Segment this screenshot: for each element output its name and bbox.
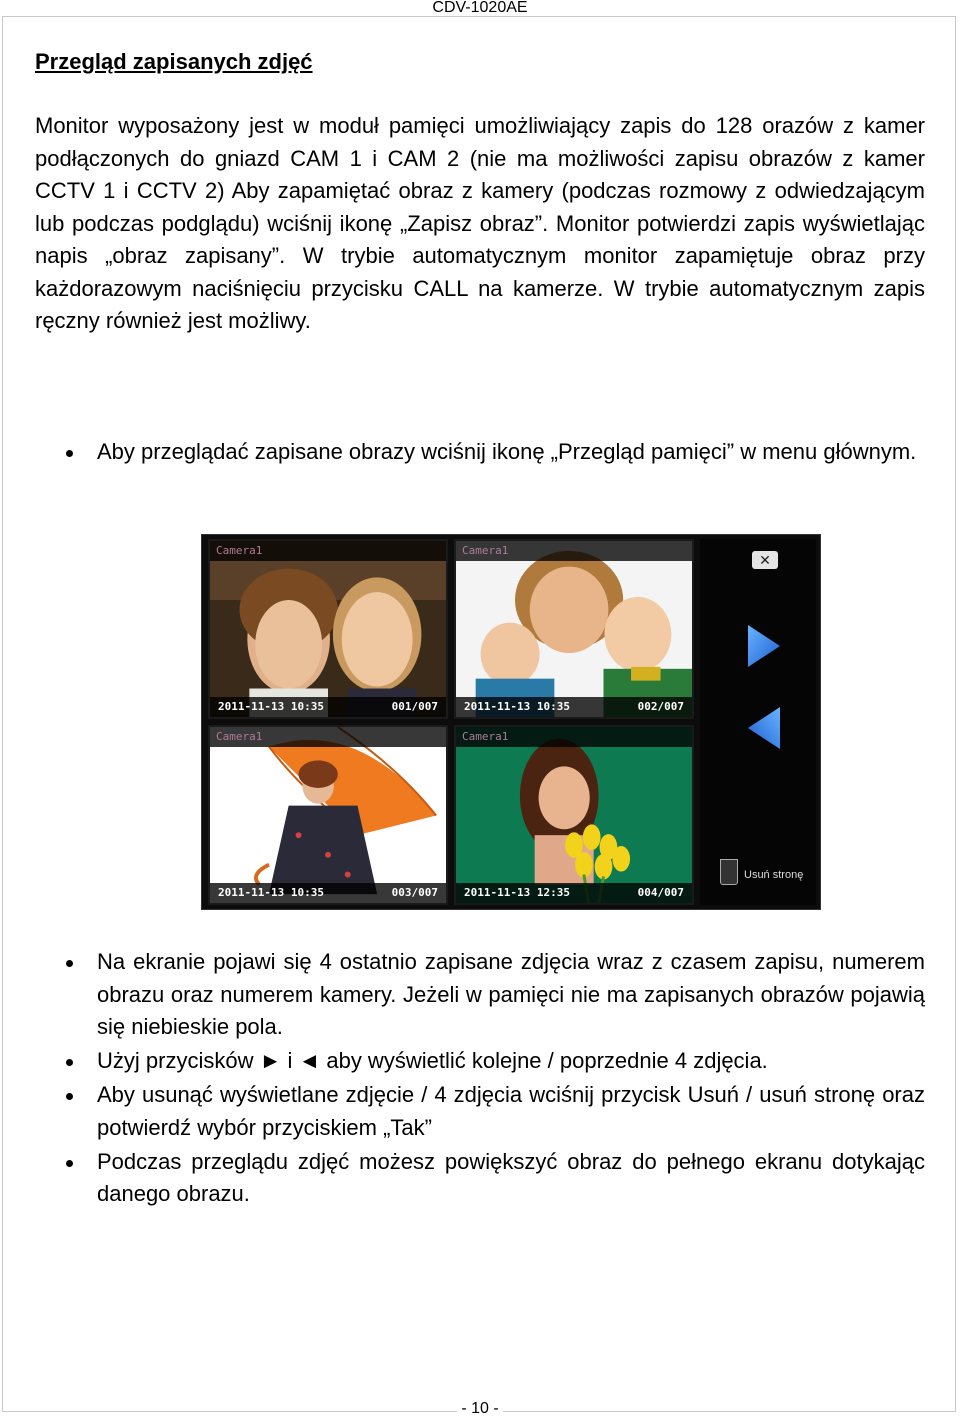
photo-mother-and-children: [456, 541, 692, 718]
bullet-list-bottom: [0, 946, 960, 1212]
delete-page-button[interactable]: Usuń stronę: [744, 869, 804, 881]
intro-paragraph: Monitor wyposażony jest w moduł pamięci umożliwiający zapis do 128 orazów z kamer podłączonych do gniazd CAM 1 i CAM 2 (nie ma możliwości zapisu obrazów z kamer CCTV 1 i CCTV 2) Aby zapamiętać obraz z kamery (podczas rozmowy z odwiedzającym lub podczas podglądu) wciśnij ikonę „Zapisz obraz”. Monitor potwierdzi zapis wyświetlając napis „obraz zapisany”. W trybie automatycznym monitor zapamiętuje obraz przy każdorazowym naciśnięciu przycisku CALL na kamerze. W trybie automatycznym zapis ręczny również jest możliwy.: [35, 113, 925, 333]
page-title: Przegląd zapisanych zdjęć: [35, 49, 313, 74]
list-item: Aby usunąć wyświetlane zdjęcie / 4 zdjęcia wciśnij przycisk Usuń / usuń stronę oraz potwierdź wybór przyciskiem „Tak”: [0, 1079, 960, 1144]
next-arrow-icon[interactable]: [746, 623, 782, 669]
thumbnail-timestamp: 2011-11-13 10:35: [464, 700, 570, 713]
thumbnail-index: 002/007: [637, 700, 684, 713]
thumbnail-camera-label: Camera1: [456, 727, 692, 747]
close-button[interactable]: ✕: [752, 551, 778, 569]
thumbnail-camera-label: Camera1: [210, 541, 446, 561]
thumbnail-index: 004/007: [637, 886, 684, 899]
bullet-icon: [66, 1160, 73, 1167]
monitor-screenshot: [201, 534, 821, 910]
thumbnail-timestamp: 2011-11-13 10:35: [218, 700, 324, 713]
thumbnail-timestamp: 2011-11-13 10:35: [218, 886, 324, 899]
screen-sidebar: [700, 539, 816, 905]
thumbnail-timestamp: 2011-11-13 12:35: [464, 886, 570, 899]
list-item: Podczas przeglądu zdjęć możesz powiększyć obraz do pełnego ekranu dotykając danego obrazu.: [0, 1146, 960, 1211]
trash-icon[interactable]: [720, 859, 738, 885]
photo-two-women: [210, 541, 446, 718]
photo-woman-umbrella: [210, 727, 446, 904]
bullet-icon: [66, 1059, 73, 1066]
photo-woman-tulips: [456, 727, 692, 904]
thumbnail-index: 001/007: [391, 700, 438, 713]
thumbnail-2[interactable]: [454, 539, 694, 719]
bullet-icon: [66, 960, 73, 967]
thumbnail-camera-label: Camera1: [456, 541, 692, 561]
thumbnail-4[interactable]: [454, 725, 694, 905]
bullet-icon: [66, 450, 73, 457]
previous-arrow-icon[interactable]: [746, 705, 782, 751]
list-item: Aby przeglądać zapisane obrazy wciśnij ikonę „Przegląd pamięci” w menu głównym.: [0, 436, 960, 469]
thumbnail-index: 003/007: [391, 886, 438, 899]
bullet-list-top: [0, 436, 960, 469]
bullet-icon: [66, 1093, 73, 1100]
list-item: Użyj przycisków ► i ◄ aby wyświetlić kolejne / poprzednie 4 zdjęcia.: [0, 1045, 960, 1078]
thumbnail-3[interactable]: [208, 725, 448, 905]
header-model: CDV-1020AE: [0, 0, 960, 16]
page-number: - 10 -: [0, 1400, 960, 1418]
thumbnail-camera-label: Camera1: [210, 727, 446, 747]
thumbnail-1[interactable]: [208, 539, 448, 719]
list-item: Na ekranie pojawi się 4 ostatnio zapisane zdjęcia wraz z czasem zapisu, numerem obrazu oraz numerem kamery. Jeżeli w pamięci nie ma zapisanych obrazów pojawią się niebieskie pola.: [0, 946, 960, 1044]
